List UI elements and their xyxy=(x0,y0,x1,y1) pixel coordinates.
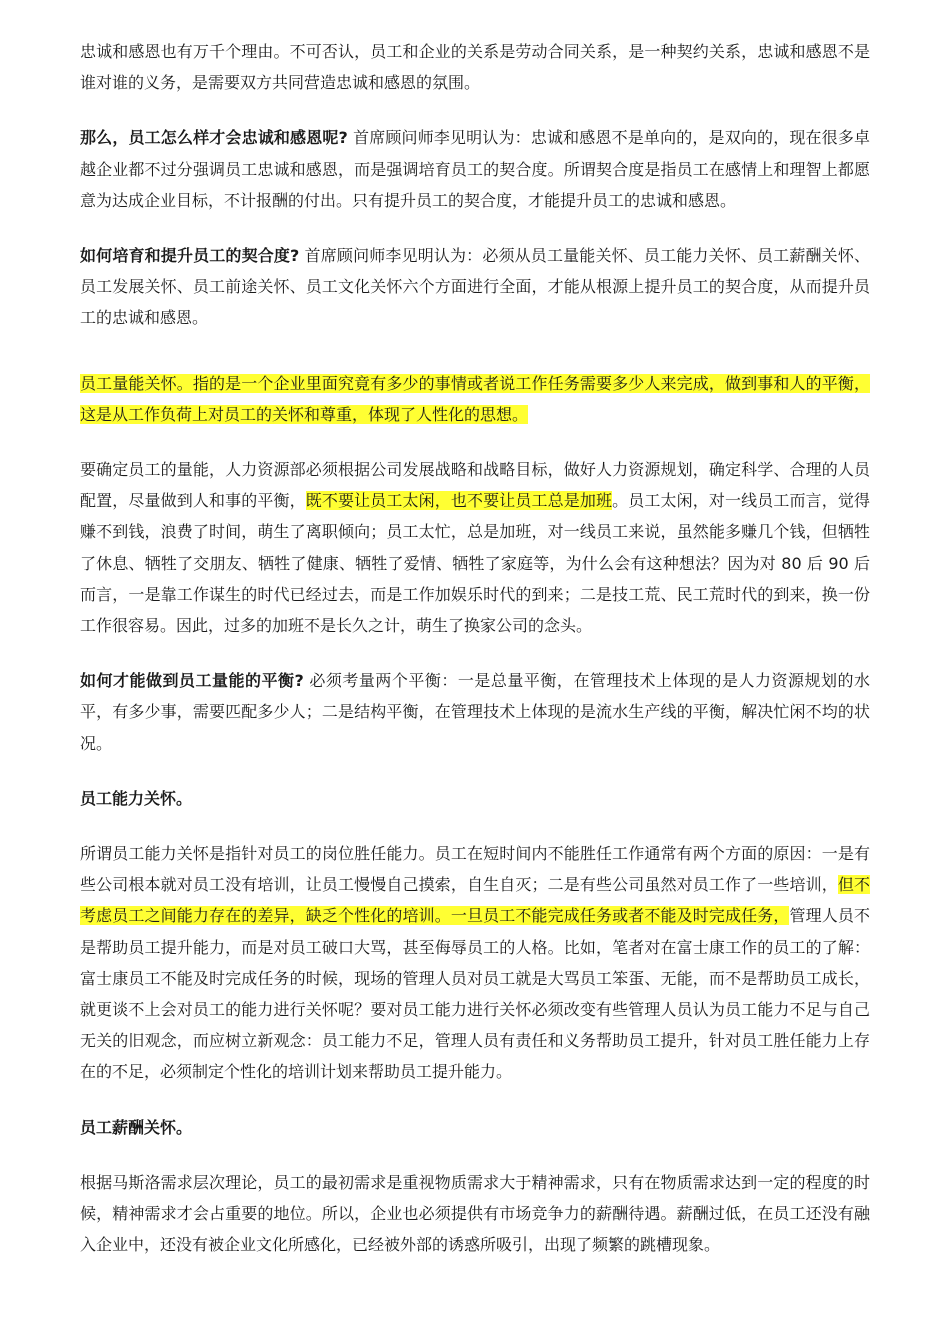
paragraph-bold-lead: 那么，员工怎么样才会忠诚和感恩呢? xyxy=(80,128,348,148)
paragraph-bold-lead: 如何培育和提升员工的契合度? xyxy=(80,246,300,266)
paragraph-loyalty-intro xyxy=(80,36,870,98)
highlighted-text: 员工量能关怀。指的是一个企业里面究竟有多少的事情或者说工作任务需要多少人来完成，做到事和人的平衡，这是从工作负荷上对员工的关怀和尊重，体现了人性化的思想。 xyxy=(80,373,870,424)
section-heading-salary-care: 员工薪酬关怀。 xyxy=(80,1117,193,1137)
document-page xyxy=(80,36,870,1285)
paragraph-text: 所谓员工能力关怀是指针对员工的岗位胜任能力。员工在短时间内不能胜任工作通常有两个方面的原因：一是有些公司根本就对员工没有培训，让员工慢慢自己摸索，自生自灭；二是有些公司虽然对员工作了一些培训， xyxy=(80,844,870,895)
paragraph-text: 首席顾问师李见明认为：忠诚和感恩不是单向的，是双向的，现在很多卓越企业都不过分强调员工忠诚和感恩，而是强调培育员工的契合度。所谓契合度是指员工在感情上和理智上都愿意为达成企业目标，不计报酬的付出。只有提升员工的契合度，才能提升员工的忠诚和感恩。 xyxy=(80,128,870,210)
paragraph-bold-lead: 如何才能做到员工量能的平衡? xyxy=(80,671,304,691)
paragraph-text: 。员工太闲，对一线员工而言，觉得赚不到钱，浪费了时间，萌生了离职倾向；员工太忙，总是加班，对一线员工来说，虽然能多赚几个钱，但牺牲了休息、牺牲了交朋友、牺牲了健康、牺牲了爱情、牺牲了家庭等，为什么会有这种想法？因为对 80 后 90 后而言，一是靠工作谋生的时代已经过去，而是工作加娱乐时代的到来；二是技工荒、民工荒时代的到来，换一份工作很容易。因此，过多的加班不是长久之计，萌生了换家公司的念头。 xyxy=(80,491,870,636)
paragraph-text: 忠诚和感恩也有万千个理由。不可否认，员工和企业的关系是劳动合同关系，是一种契约关系，忠诚和感恩不是谁对谁的义务，是需要双方共同营造忠诚和感恩的氛围。 xyxy=(80,42,870,93)
highlighted-text: 但不考虑员工之间能力存在的差异，缺乏个性化的培训。一旦员工不能完成任务或者不能及时完成任务， xyxy=(80,875,870,926)
paragraph-text: 管理人员不是帮助员工提升能力，而是对员工破口大骂，甚至侮辱员工的人格。比如，笔者对在富士康工作的员工的了解：富士康员工不能及时完成任务的时候，现场的管理人员对员工就是大骂员工笨蛋、无能，而不是帮助员工成长，就更谈不上会对员工的能力进行关怀呢？要对员工能力进行关怀必须改变有些管理人员认为员工能力不足与自己无关的旧观念，而应树立新观念：员工能力不足，管理人员有责任和义务帮助员工提升，针对员工胜任能力上存在的不足，必须制定个性化的培训计划来帮助员工提升能力。 xyxy=(80,906,870,1082)
highlighted-text: 既不要让员工太闲，也不要让员工总是加班 xyxy=(305,491,613,511)
paragraph-text: 首席顾问师李见明认为：必须从员工量能关怀、员工能力关怀、员工薪酬关怀、员工发展关怀、员工前途关怀、员工文化关怀六个方面进行全面，才能从根源上提升员工的契合度，从而提升员工的忠诚和感恩。 xyxy=(80,246,870,328)
paragraph-how-cultivate xyxy=(80,240,870,334)
section-heading-ability-care: 员工能力关怀。 xyxy=(80,788,193,808)
paragraph-text: 必须考量两个平衡：一是总量平衡，在管理技术上体现的是人力资源规划的水平，有多少事，需要匹配多少人；二是结构平衡，在管理技术上体现的是流水生产线的平衡，解决忙闲不均的状况。 xyxy=(80,671,870,753)
paragraph-workload-detail xyxy=(80,454,870,641)
paragraph-ability-detail xyxy=(80,838,870,1088)
paragraph-salary-detail xyxy=(80,1167,870,1261)
paragraph-workload-care xyxy=(80,368,870,430)
paragraph-text: 要确定员工的量能，人力资源部必须根据公司发展战略和战略目标，做好人力资源规划，确定科学、合理的人员配置，尽量做到人和事的平衡， xyxy=(80,460,870,511)
paragraph-workload-balance xyxy=(80,665,870,759)
paragraph-how-loyal xyxy=(80,122,870,216)
paragraph-text: 根据马斯洛需求层次理论，员工的最初需求是重视物质需求大于精神需求，只有在物质需求达到一定的程度的时候，精神需求才会占重要的地位。所以，企业也必须提供有市场竞争力的薪酬待遇。薪酬过低，在员工还没有融入企业中，还没有被企业文化所感化，已经被外部的诱惑所吸引，出现了频繁的跳槽现象。 xyxy=(80,1172,870,1255)
